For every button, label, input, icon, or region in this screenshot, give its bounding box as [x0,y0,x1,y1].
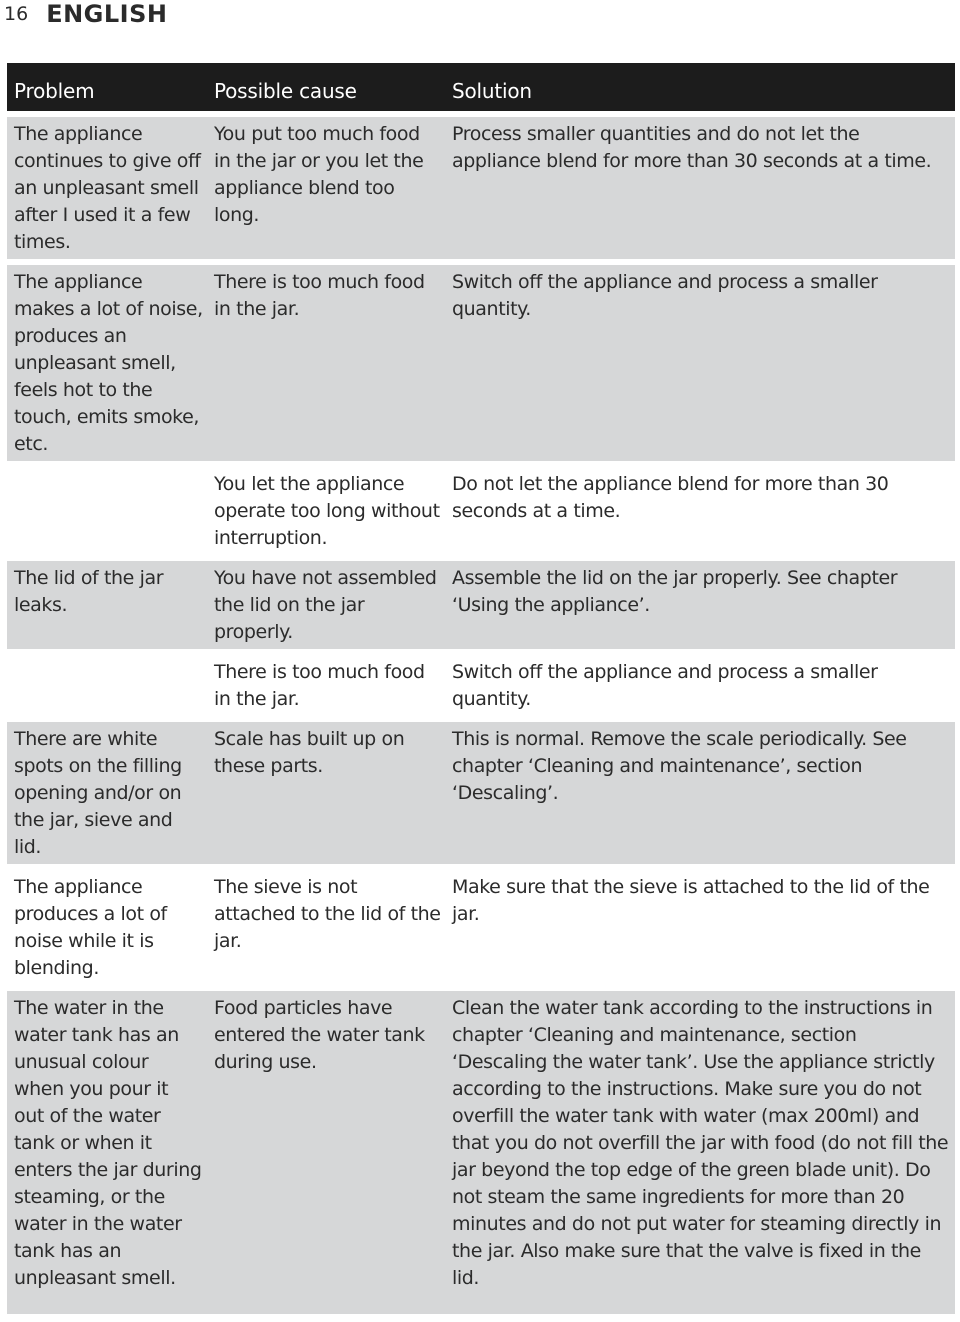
problem-cell: The appliance continues to give off an unpleasant smell after I used it a few times. [7,117,207,259]
column-header-problem: Problem [7,63,207,111]
solution-cell: Assemble the lid on the jar properly. See chapter ‘Using the appliance’. [445,561,955,649]
cause-cell: The sieve is not attached to the lid of the jar. [207,870,445,985]
solution-cell: Process smaller quantities and do not let the appliance blend for more than 30 seconds at a time. [445,117,955,259]
cause-cell: There is too much food in the jar. [207,655,445,716]
solution-cell: This is normal. Remove the scale periodically. See chapter ‘Cleaning and maintenance’, section ‘Descaling’. [445,722,955,864]
problem-cell: The lid of the jar leaks. [7,561,207,649]
problem-cell: The appliance produces a lot of noise while it is blending. [7,870,207,985]
problem-cell [7,655,207,716]
page-number: 16 [4,3,29,25]
column-header-solution: Solution [445,63,955,111]
troubleshooting-table [7,63,955,1320]
solution-cell: Clean the water tank according to the instructions in chapter ‘Cleaning and maintenance, section ‘Descaling the water tank’. Use the appliance strictly according to the instructions. Make sure you do not overfill the water tank with water (max 200ml) and that you do not overfill the jar with food (do not fill the jar beyond the top edge of the green blade unit). Do not steam the same ingredients for more than 20 minutes and do not put water for steaming directly in the jar. Also make sure that the valve is fixed in the lid. [445,991,955,1314]
page-language-heading: ENGLISH [46,0,168,28]
cause-cell: Food particles have entered the water tank during use. [207,991,445,1314]
cause-cell: There is too much food in the jar. [207,265,445,461]
solution-cell: Do not let the appliance blend for more than 30 seconds at a time. [445,467,955,555]
solution-cell: Switch off the appliance and process a smaller quantity. [445,655,955,716]
problem-cell [7,467,207,555]
problem-cell: There are white spots on the filling opening and/or on the jar, sieve and lid. [7,722,207,864]
problem-cell: The water in the water tank has an unusual colour when you pour it out of the water tank or when it enters the jar during steaming, or the water in the water tank has an unpleasant smell. [7,991,207,1314]
cause-cell: You let the appliance operate too long without interruption. [207,467,445,555]
solution-cell: Switch off the appliance and process a smaller quantity. [445,265,955,461]
page-header [0,0,167,28]
cause-cell: You put too much food in the jar or you let the appliance blend too long. [207,117,445,259]
problem-cell: The appliance makes a lot of noise, produces an unpleasant smell, feels hot to the touch, emits smoke, etc. [7,265,207,461]
column-header-possible-cause: Possible cause [207,63,445,111]
cause-cell: Scale has built up on these parts. [207,722,445,864]
cause-cell: You have not assembled the lid on the jar properly. [207,561,445,649]
solution-cell: Make sure that the sieve is attached to the lid of the jar. [445,870,955,985]
